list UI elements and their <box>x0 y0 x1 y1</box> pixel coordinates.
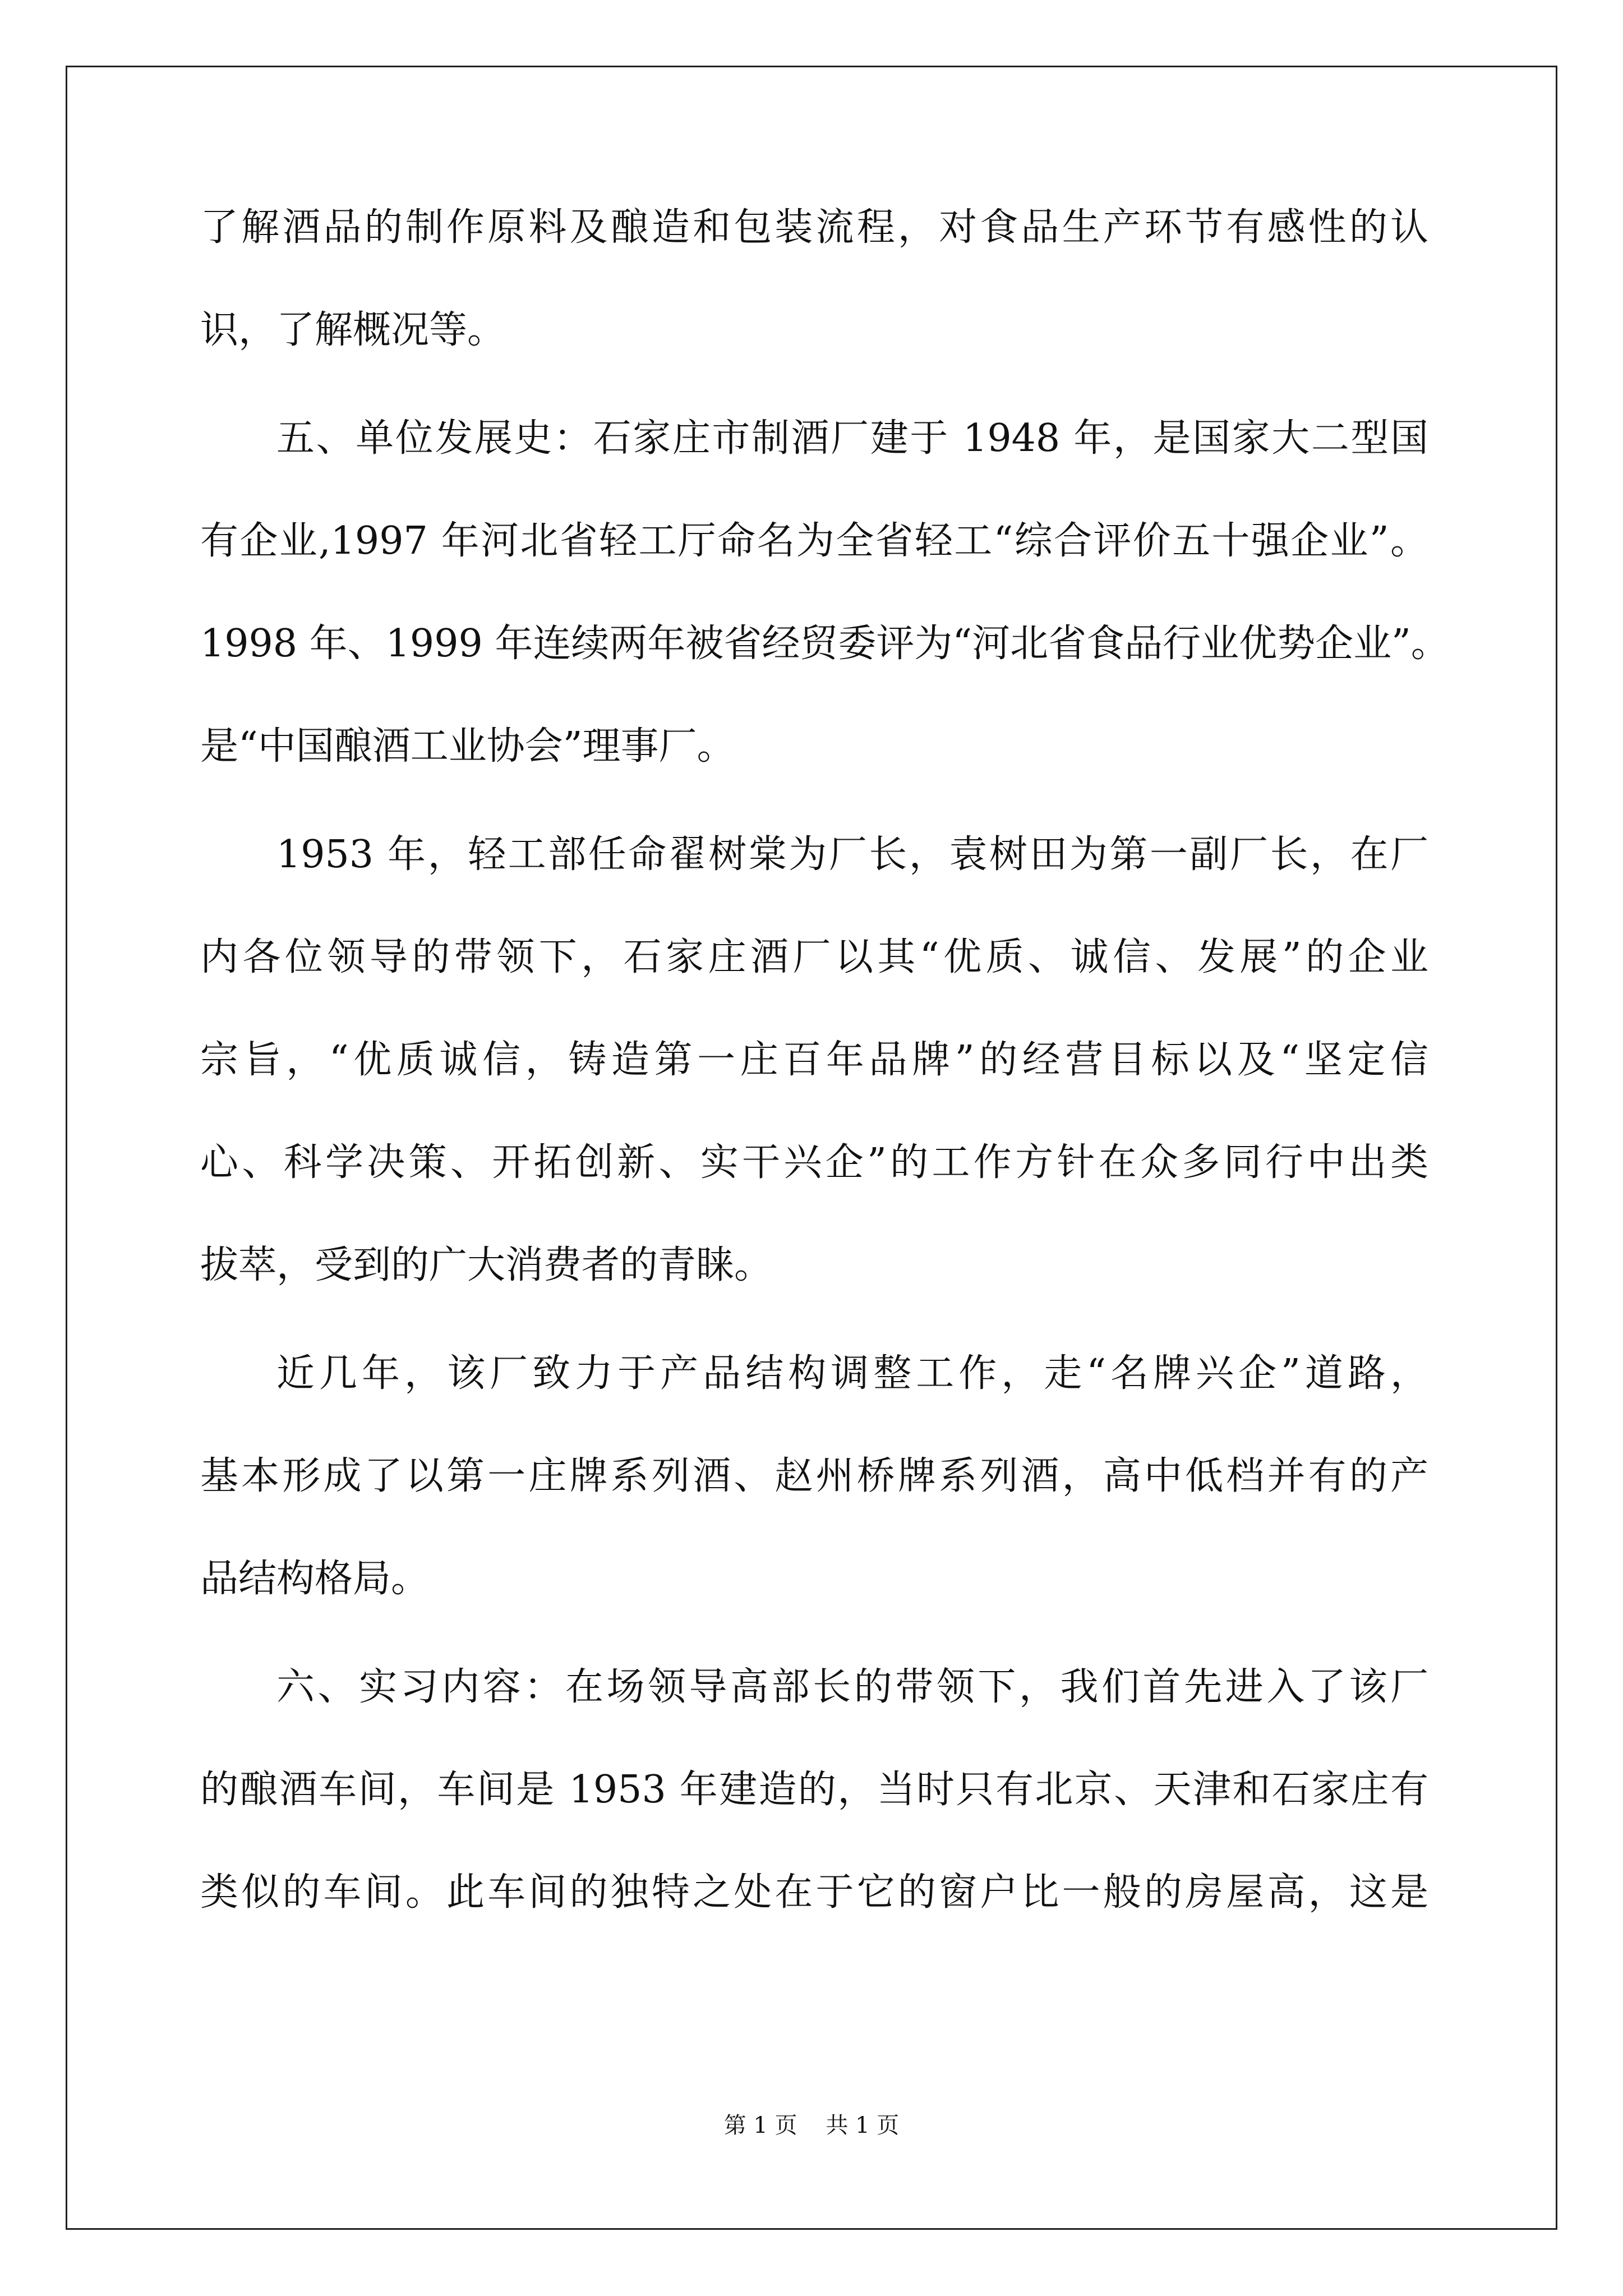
paragraph-line: 心、科学决策、开拓创新、实干兴企”的工作方针在众多同行中出类 <box>200 1140 1428 1185</box>
paragraph-line: 1998 年、1999 年连续两年被省经贸委评为“河北省食品行业优势企业”。 <box>200 622 1449 666</box>
page-footer <box>0 2111 1623 2139</box>
paragraph-line: 是“中国酿酒工业协会”理事厂。 <box>200 724 735 769</box>
paragraph-line: 有企业,1997 年河北省轻工厅命名为全省轻工“综合评价五十强企业”。 <box>200 519 1428 563</box>
paragraph-line: 识，了解概况等。 <box>200 308 506 352</box>
page-number: 第 1 页 共 1 页 <box>723 2113 900 2138</box>
paragraph-line: 了解酒品的制作原料及酿造和包装流程，对食品生产环节有感性的认 <box>200 205 1428 250</box>
paragraph-line: 的酿酒车间，车间是 1953 年建造的，当时只有北京、天津和石家庄有 <box>200 1768 1428 1812</box>
paragraph-line: 近几年，该厂致力于产品结构调整工作，走“名牌兴企”道路， <box>276 1351 1428 1396</box>
paragraph-line: 拔萃，受到的广大消费者的青睐。 <box>200 1243 773 1287</box>
paragraph-line: 宗旨，“优质诚信，铸造第一庄百年品牌”的经营目标以及“坚定信 <box>200 1038 1428 1082</box>
paragraph-line: 基本形成了以第一庄牌系列酒、赵州桥牌系列酒，高中低档并有的产 <box>200 1454 1428 1498</box>
paragraph-line: 类似的车间。此车间的独特之处在于它的窗户比一般的房屋高，这是 <box>200 1870 1428 1915</box>
paragraph-line: 六、实习内容：在场领导高部长的带领下，我们首先进入了该厂 <box>276 1665 1428 1709</box>
paragraph-line: 五、单位发展史：石家庄市制酒厂建于 1948 年，是国家大二型国 <box>276 416 1428 461</box>
paragraph-line: 品结构格局。 <box>200 1557 430 1601</box>
paragraph-line: 内各位领导的带领下，石家庄酒厂以其“优质、诚信、发展”的企业 <box>200 935 1428 979</box>
paragraph-line: 1953 年，轻工部任命翟树棠为厂长，袁树田为第一副厂长，在厂 <box>276 832 1428 877</box>
